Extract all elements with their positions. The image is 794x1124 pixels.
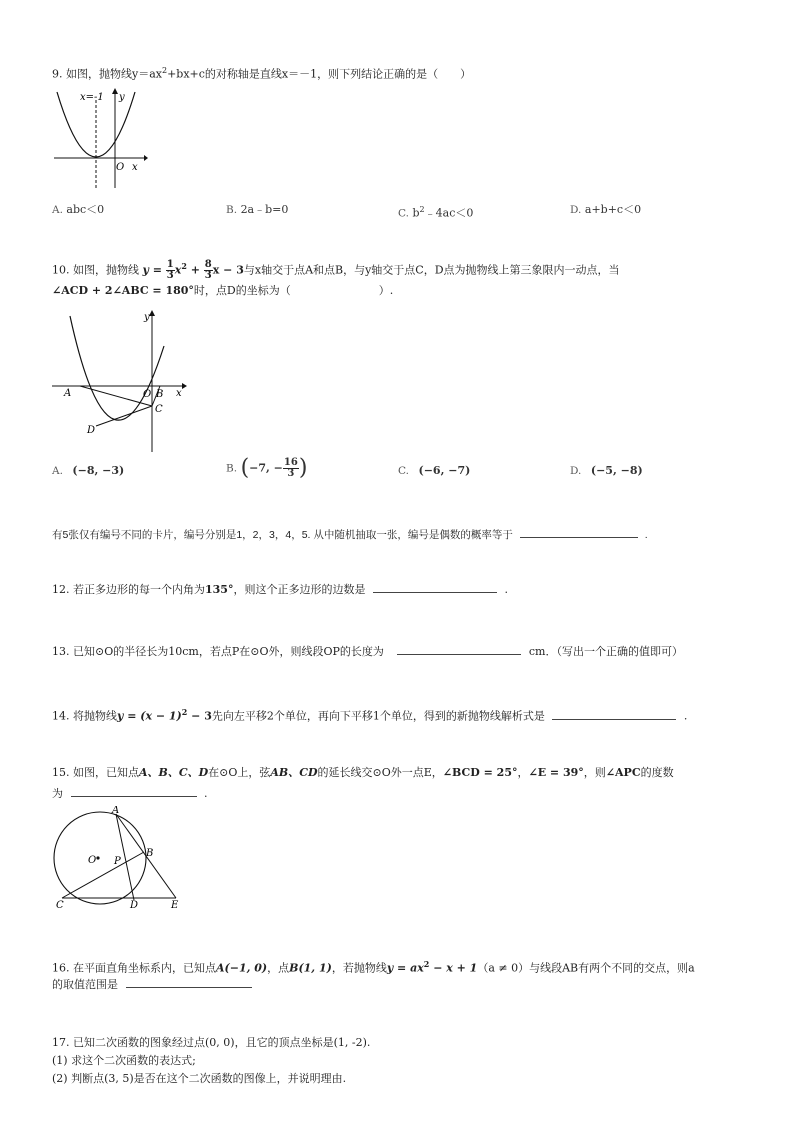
q9-option-b-letter: B. — [226, 204, 238, 216]
q10-y-arrow — [149, 310, 155, 316]
q15-center-dot — [96, 856, 99, 859]
q15-answer-blank[interactable] — [71, 784, 197, 797]
q16-number: 16. — [52, 961, 70, 975]
q9-stem — [52, 64, 471, 82]
q10-frac1 — [166, 260, 175, 281]
q10-frac2-den: 3 — [204, 270, 212, 282]
q12-number: 12. — [52, 583, 70, 596]
q9-option-d-text: a+b+c＜0 — [584, 203, 642, 216]
q15-sep: ， — [517, 766, 529, 779]
q12-text-pre: 若正多边形的每一个内角为 — [73, 583, 205, 596]
q9-x-label: x — [132, 162, 138, 173]
q9-option-b[interactable] — [226, 203, 288, 217]
q17-text: 已知二次函数的图象经过点(0, 0)，且它的顶点坐标是(1, -2). — [73, 1036, 371, 1049]
q15-l2-pre: 为 — [52, 787, 63, 800]
q9-y-label: y — [119, 92, 125, 103]
q9-option-d[interactable] — [570, 203, 641, 217]
q11-text: 有5张仅有编号不同的卡片，编号分别是1，2，3，4，5. 从中随机抽取一张，编号是偶数的概率等于 — [52, 529, 513, 541]
q10-frac1-den: 3 — [166, 270, 174, 282]
q12-answer-blank[interactable] — [373, 580, 497, 593]
q10-stem-line1 — [52, 259, 620, 281]
q10-text-b: 与x轴交于点A和点B，与y轴交于点C，D点为抛物线上第三象限内一动点，当 — [243, 263, 620, 277]
q16-point-a: A(−1, 0) — [216, 961, 268, 975]
q15-l1-mid2: 的延长线交⊙O外一点E， — [317, 766, 443, 779]
q16-eq: y = ax — [386, 961, 424, 975]
q15-stem-line2 — [52, 784, 208, 801]
q15-l2-end: . — [204, 787, 208, 800]
q15-label-d: D — [130, 900, 139, 908]
q12-text-post: ，则这个正多边形的边数是 — [233, 583, 366, 596]
q10-number: 10. — [52, 263, 70, 277]
q9-axis-label: x=-1 — [80, 92, 104, 103]
q15-label-a: A — [112, 806, 120, 816]
q17-part1-text: (1) 求这个二次函数的表达式; — [52, 1054, 196, 1067]
q10-option-c-value: (−6, −7) — [418, 464, 471, 477]
q10-eq-plus: + — [186, 263, 204, 277]
q11-end: . — [644, 529, 648, 541]
q15-label-b: B — [146, 848, 154, 859]
q10-option-c-letter: C. — [398, 465, 409, 477]
q15-stem-line1 — [52, 766, 674, 780]
q16-mid2: ，若抛物线 — [331, 961, 387, 975]
q15-label-p: P — [114, 856, 121, 867]
q10-label-d: D — [87, 425, 96, 436]
q17-stem — [52, 1036, 370, 1050]
q10-option-d[interactable] — [570, 464, 643, 478]
q10-parabola — [70, 316, 164, 420]
q17-part2-text: (2) 判断点(3, 5)是否在这个二次函数的图像上，并说明理由. — [52, 1072, 347, 1085]
q17-part1 — [52, 1054, 196, 1068]
q10-eq-x2-sup: 2 — [181, 261, 187, 271]
q14-text-post: 先向左平移2个单位，再向下平移1个单位，得到的新抛物线解析式是 — [211, 709, 545, 723]
q10-y-label: y — [144, 312, 150, 323]
q10-label-b: B — [156, 389, 164, 400]
q9-x-arrow — [144, 155, 148, 161]
q10-eq-eq: = — [148, 263, 166, 277]
q16-eq-post: − x + 1 — [429, 961, 478, 975]
q13-answer-blank[interactable] — [397, 642, 521, 655]
q15-chords: AB、CD — [270, 766, 318, 779]
q10-option-c[interactable] — [398, 464, 470, 478]
q9-option-d-letter: D. — [570, 204, 582, 216]
q10-option-b-value: −7, − — [249, 461, 283, 475]
q10-figure — [52, 308, 192, 454]
q10-option-a-letter: A. — [52, 465, 63, 477]
q14-end: . — [683, 709, 688, 723]
q10-option-a-value: (−8, −3) — [72, 464, 125, 477]
q12-stem — [52, 580, 508, 597]
q10-option-a[interactable] — [52, 464, 124, 478]
q14-answer-blank[interactable] — [552, 707, 676, 720]
q16-eq-sup: 2 — [423, 959, 430, 969]
q10-stem-line2 — [52, 284, 393, 298]
q9-option-a-text: abc＜0 — [66, 203, 105, 216]
q12-angle: 135° — [205, 583, 234, 596]
q13-number: 13. — [52, 645, 70, 658]
q10-option-b-rparen: ) — [298, 455, 308, 481]
q10-label-o: O — [143, 389, 152, 400]
q16-post: 与线段AB有两个不同的交点，则a — [529, 961, 695, 975]
q9-figure — [52, 88, 148, 190]
q10-eq-y: y — [142, 263, 149, 277]
q9-option-a-letter: A. — [52, 204, 63, 216]
q15-angle-bcd: ∠BCD = 25° — [442, 766, 518, 779]
q15-number: 15. — [52, 766, 70, 779]
q10-segment-cd — [96, 406, 152, 426]
q15-l1-mid: 在⊙O上，弦 — [208, 766, 271, 779]
q10-eq-x2: x — [174, 263, 182, 277]
q15-label-e: E — [171, 900, 179, 908]
q10-option-d-value: (−5, −8) — [590, 464, 643, 477]
q14-stem — [52, 705, 687, 724]
q9-option-a[interactable] — [52, 203, 104, 217]
q13-text: 已知⊙O的半径长为10cm，若点P在⊙O外，则线段OP的长度为 — [73, 645, 384, 658]
q16-answer-blank[interactable] — [126, 975, 252, 988]
q16-mid: ，点 — [267, 961, 290, 975]
q10-frac2 — [204, 260, 213, 281]
q16-cond: （a ≠ 0） — [477, 961, 530, 975]
q9-option-b-text: 2a﹣b=0 — [240, 203, 289, 216]
q9-option-c-text-pre: b — [412, 206, 420, 220]
q9-option-c-sup: 2 — [419, 205, 425, 214]
q16-stem-line1 — [52, 957, 695, 976]
q16-point-b: B(1, 1) — [289, 961, 332, 975]
q16-pre: 在平面直角坐标系内，已知点 — [73, 961, 216, 975]
q11-answer-blank[interactable] — [520, 525, 638, 538]
q9-option-c[interactable] — [398, 203, 473, 221]
q10-segment-ac — [80, 386, 152, 406]
q11-stem — [52, 525, 648, 542]
q14-text-pre: 将抛物线 — [73, 709, 117, 723]
q16-stem-line2 — [52, 975, 256, 992]
q17-number: 17. — [52, 1036, 70, 1049]
q9-number: 9. — [52, 67, 63, 81]
q10-x-label: x — [176, 388, 182, 399]
q10-label-a: A — [64, 388, 72, 399]
q12-end: . — [504, 583, 508, 596]
q10-label-c: C — [155, 404, 163, 415]
q9-option-c-letter: C. — [398, 207, 409, 220]
q13-post: cm．（写出一个正确的值即可） — [528, 645, 683, 658]
q15-l1-pre: 如图，已知点 — [73, 766, 139, 779]
q14-eq-post: − 3 — [187, 709, 212, 723]
q10-option-b-num: 16 — [283, 457, 298, 468]
q14-eq: y = (x − 1) — [117, 709, 182, 723]
q10-option-b-frac — [283, 458, 299, 479]
q9-origin-label: O — [116, 162, 125, 173]
q15-points: A、B、C、D — [139, 766, 209, 779]
q10-line2-text: 时，点D的坐标为（ ）. — [193, 284, 394, 297]
q17-part2 — [52, 1072, 346, 1086]
q15-angle-e: ∠E = 39° — [528, 766, 584, 779]
q10-option-b-den: 3 — [287, 468, 295, 479]
q15-label-c: C — [56, 900, 64, 908]
q10-option-b[interactable] — [226, 455, 308, 481]
q9-option-c-text-post: ﹣4ac＜0 — [424, 206, 474, 220]
q16-l2: 的取值范围是 — [52, 978, 118, 991]
q15-l1-end: 的度数 — [640, 766, 674, 779]
q9-text-post: +bx+c的对称轴是直线x＝－1，则下列结论正确的是（ ） — [167, 67, 472, 81]
q15-figure — [52, 806, 186, 908]
q10-text-a: 如图，抛物线 — [73, 263, 139, 277]
q15-l1-post: ，则 — [583, 766, 606, 779]
q13-stem — [52, 642, 683, 659]
q9-text-pre: 如图，抛物线y＝ax — [66, 67, 162, 81]
q15-label-o: O — [88, 855, 97, 866]
q10-x-arrow — [182, 383, 187, 389]
q14-number: 14. — [52, 709, 70, 723]
q10-option-b-letter: B. — [226, 462, 238, 475]
q14-eq-sup: 2 — [181, 707, 188, 717]
q10-option-b-lparen: ( — [240, 455, 250, 481]
q10-frac2-num: 8 — [204, 259, 212, 271]
q10-frac1-num: 1 — [166, 259, 174, 271]
q9-y-arrow — [112, 88, 118, 94]
q10-option-d-letter: D. — [570, 465, 582, 477]
q10-eq-rest: x − 3 — [212, 263, 244, 277]
q15-angle-apc: ∠APC — [605, 766, 641, 779]
q10-condition: ∠ACD + 2∠ABC = 180° — [52, 284, 194, 297]
q9-sup: 2 — [161, 66, 168, 75]
